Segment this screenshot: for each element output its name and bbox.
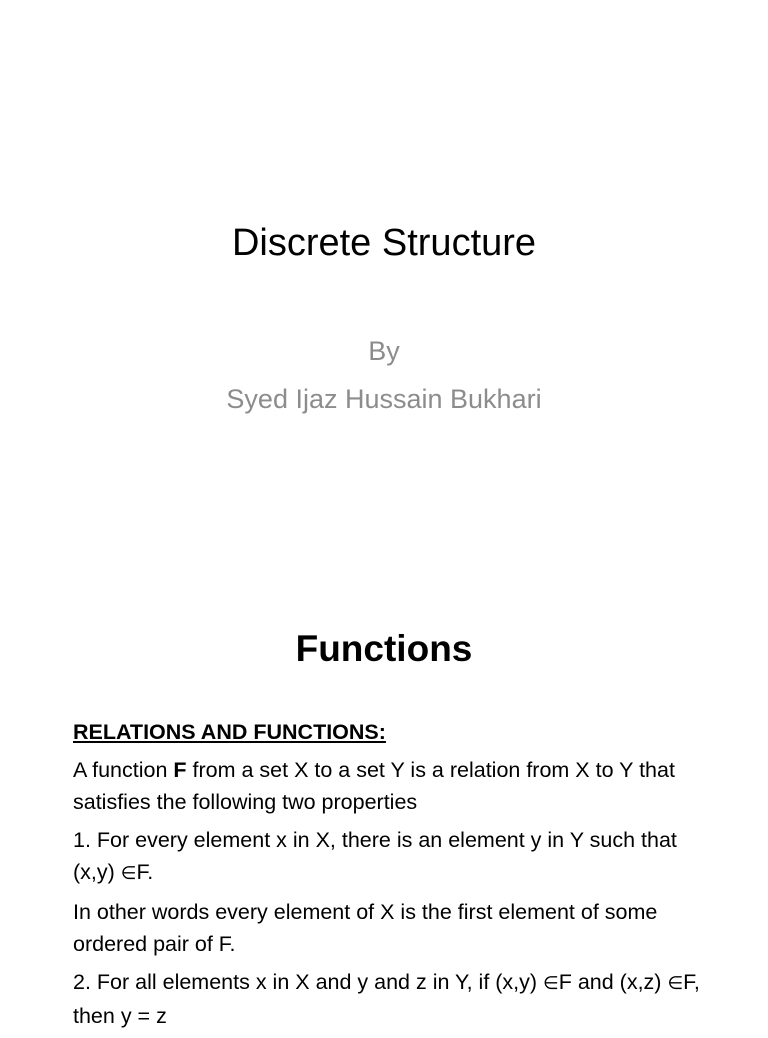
functions-slide [0, 578, 768, 1028]
section-heading [73, 716, 723, 748]
definition-paragraph [73, 754, 723, 818]
slide-content [73, 716, 723, 1038]
element-of-symbol: ∈ [543, 973, 559, 994]
subtitle-author: Syed Ijaz Hussain Bukhari [226, 384, 542, 414]
property-2-paragraph [73, 966, 723, 1032]
text-run: 1. For every element x in X, there is an element y in Y such that (x,y) [73, 828, 677, 884]
element-of-symbol: ∈ [667, 973, 684, 994]
property-1-paragraph [73, 824, 723, 890]
text-run: F, then y = z [73, 970, 700, 1028]
function-symbol: F [173, 758, 187, 782]
slide-title: Discrete Structure [231, 222, 537, 264]
text-run: F. [136, 860, 154, 884]
heading-text: RELATIONS AND FUNCTIONS: [73, 720, 386, 744]
text-run: F and (x,z) [558, 970, 668, 994]
explanation-paragraph [73, 896, 723, 960]
text-run: In other words every element of X is the first element of some ordered pair of F. [73, 900, 658, 956]
text-run: 2. For all elements x in X and y and z in Y, if (x,y) [73, 970, 544, 994]
text-run: from a set X to a set Y is a relation from X to Y that satisfies the following two properties [73, 758, 675, 814]
slide-title: Functions [295, 628, 473, 669]
element-of-symbol: ∈ [120, 863, 137, 884]
subtitle-by: By [368, 336, 400, 366]
text-run: A function [73, 758, 174, 782]
